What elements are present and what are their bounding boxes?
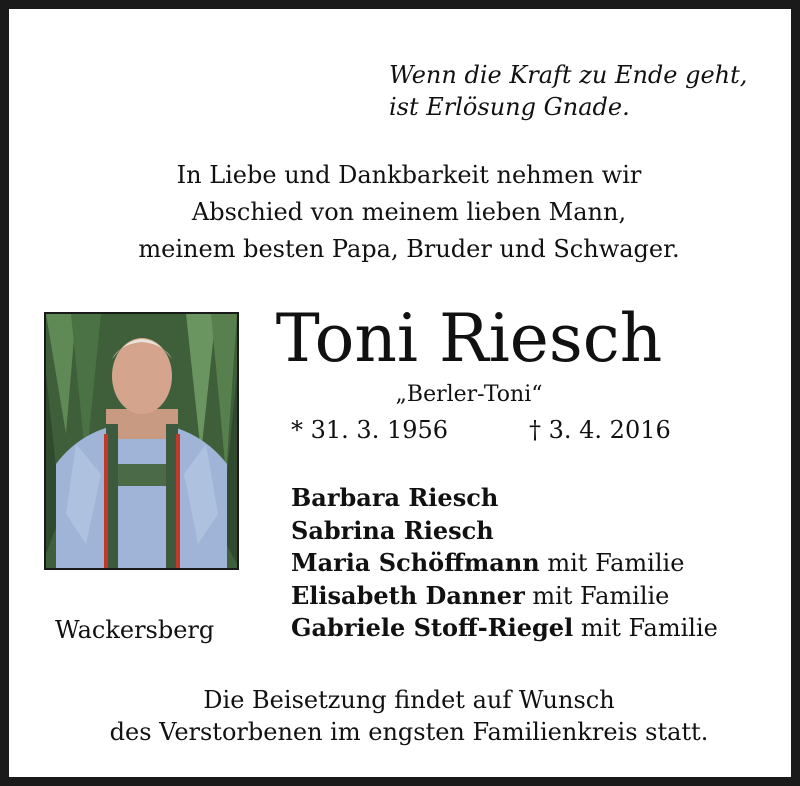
- mourner-name: Sabrina Riesch: [291, 515, 494, 545]
- mourner-entry: [291, 547, 718, 580]
- deceased-name: Toni Riesch: [275, 300, 663, 377]
- deceased-nickname: „Berler-Toni“: [395, 382, 543, 407]
- closing-line: des Verstorbenen im engsten Familienkreis statt.: [109, 718, 709, 746]
- portrait-photo: [44, 312, 239, 570]
- closing-line: Die Beisetzung findet auf Wunsch: [203, 686, 615, 714]
- intro-text: [9, 157, 800, 268]
- motto-line: ist Erlösung Gnade.: [389, 93, 630, 121]
- mourner-name: Gabriele Stoff-Riegel: [291, 613, 574, 642]
- mourner-name: Maria Schöffmann: [291, 548, 540, 577]
- mourner-suffix: mit Familie: [539, 549, 685, 577]
- death-date: † 3. 4. 2016: [529, 416, 671, 444]
- mourner-entry: [291, 580, 718, 613]
- intro-line: Abschied von meinem lieben Mann,: [191, 198, 627, 226]
- intro-line: In Liebe und Dankbarkeit nehmen wir: [176, 161, 642, 189]
- mourner-suffix: mit Familie: [524, 581, 670, 610]
- birth-date: * 31. 3. 1956: [291, 416, 449, 444]
- mourner-name: Elisabeth Danner: [291, 580, 525, 610]
- portrait-illustration: [46, 314, 237, 568]
- place-name: Wackersberg: [55, 616, 215, 644]
- mourner-name: Barbara Riesch: [291, 483, 499, 512]
- mourner-suffix: mit Familie: [573, 614, 718, 642]
- intro-line: meinem besten Papa, Bruder und Schwager.: [138, 235, 680, 263]
- mourner-entry: [291, 515, 718, 548]
- motto-line: Wenn die Kraft zu Ende geht,: [389, 61, 748, 89]
- closing-note: [9, 684, 800, 748]
- mourner-entry: [291, 612, 718, 645]
- mourner-entry: [291, 482, 718, 515]
- motto-quote: [389, 59, 789, 123]
- mourners-list: [291, 482, 718, 645]
